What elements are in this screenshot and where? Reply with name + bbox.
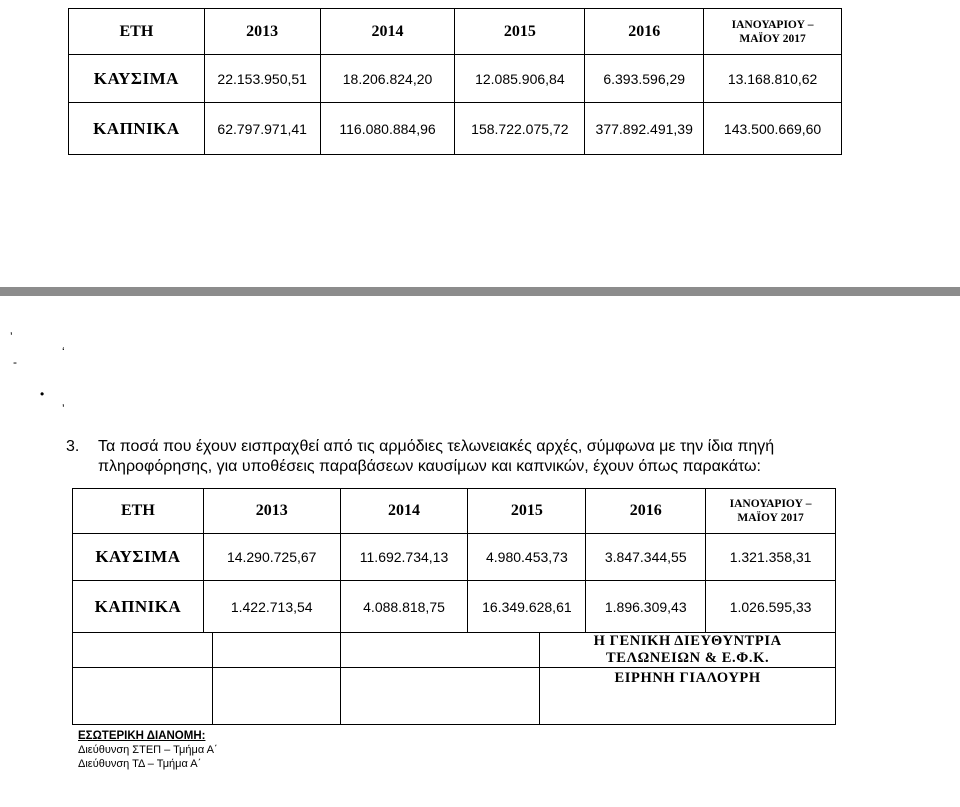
value-cell: 377.892.491,39 bbox=[585, 103, 704, 155]
signature-row bbox=[73, 668, 836, 725]
header-period-line2: ΜΑΪΟΥ 2017 bbox=[739, 32, 806, 45]
distribution-item: Διεύθυνση ΣΤΕΠ – Τμήμα Α΄ bbox=[78, 744, 218, 756]
header-period-line2: ΜΑΪΟΥ 2017 bbox=[737, 512, 804, 524]
fuel-tobacco-table-top bbox=[68, 8, 842, 155]
row-label: ΚΑΥΣΙΜΑ bbox=[73, 534, 204, 581]
table-row bbox=[73, 581, 836, 633]
signature-row bbox=[73, 633, 836, 668]
paragraph-line-1: Τα ποσά που έχουν εισπραχθεί από τις αρμόδιες τελωνειακές αρχές, σύμφωνα με την ίδια πηγή bbox=[98, 438, 775, 455]
page-separator bbox=[0, 287, 960, 296]
header-period-line1: ΙΑΝΟΥΑΡΙΟΥ – bbox=[731, 18, 814, 31]
value-cell: 4.088.818,75 bbox=[340, 581, 468, 633]
row-label: ΚΑΥΣΙΜΑ bbox=[69, 55, 205, 103]
table-header-row bbox=[73, 489, 836, 534]
scan-speck: ʻ bbox=[62, 345, 65, 359]
header-cell: 2013 bbox=[203, 489, 340, 534]
empty-cell bbox=[340, 633, 540, 668]
header-cell: 2014 bbox=[340, 489, 468, 534]
paragraph-line-2: πληροφόρησης, για υποθέσεις παραβάσεων καυσίμων και καπνικών, έχουν όπως παρακάτω: bbox=[98, 458, 761, 475]
table-row bbox=[73, 534, 836, 581]
value-cell: 158.722.075,72 bbox=[455, 103, 585, 155]
header-cell-period bbox=[704, 9, 842, 55]
value-cell: 1.896.309,43 bbox=[586, 581, 706, 633]
value-cell: 1.321.358,31 bbox=[706, 534, 836, 581]
signature-title-line1: Η ΓΕΝΙΚΗ ΔΙΕΥΘΥΝΤΡΙΑ bbox=[593, 633, 782, 649]
value-cell: 16.349.628,61 bbox=[468, 581, 586, 633]
header-cell: 2013 bbox=[204, 9, 320, 55]
header-cell: ΕΤΗ bbox=[73, 489, 204, 534]
value-cell: 6.393.596,29 bbox=[585, 55, 704, 103]
paragraph-number: 3. bbox=[66, 438, 80, 455]
header-cell: 2016 bbox=[586, 489, 706, 534]
value-cell: 22.153.950,51 bbox=[204, 55, 320, 103]
scan-speck: - bbox=[13, 355, 17, 369]
empty-cell bbox=[212, 668, 340, 725]
empty-cell bbox=[340, 668, 540, 725]
header-cell: 2015 bbox=[468, 489, 586, 534]
signature-title-cell bbox=[540, 633, 836, 668]
value-cell: 13.168.810,62 bbox=[704, 55, 842, 103]
header-cell: ΕΤΗ bbox=[69, 9, 205, 55]
header-cell: 2014 bbox=[320, 9, 455, 55]
value-cell: 116.080.884,96 bbox=[320, 103, 455, 155]
empty-cell bbox=[73, 633, 213, 668]
signature-title-line2: ΤΕΛΩΝΕΙΩΝ & Ε.Φ.Κ. bbox=[606, 650, 770, 666]
internal-distribution bbox=[78, 729, 218, 771]
distribution-item: Διεύθυνση ΤΔ – Τμήμα Α΄ bbox=[78, 758, 202, 770]
header-cell: 2016 bbox=[585, 9, 704, 55]
value-cell: 18.206.824,20 bbox=[320, 55, 455, 103]
distribution-title: ΕΣΩΤΕΡΙΚΗ ΔΙΑΝΟΜΗ: bbox=[78, 730, 206, 742]
row-label: ΚΑΠΝΙΚΑ bbox=[73, 581, 204, 633]
scan-speck: ʼ bbox=[10, 330, 13, 344]
table-row bbox=[69, 103, 842, 155]
scan-speck: ʼ bbox=[62, 402, 65, 416]
value-cell: 62.797.971,41 bbox=[204, 103, 320, 155]
row-label: ΚΑΠΝΙΚΑ bbox=[69, 103, 205, 155]
value-cell: 1.026.595,33 bbox=[706, 581, 836, 633]
value-cell: 12.085.906,84 bbox=[455, 55, 585, 103]
value-cell: 14.290.725,67 bbox=[203, 534, 340, 581]
table-header-row bbox=[69, 9, 842, 55]
value-cell: 143.500.669,60 bbox=[704, 103, 842, 155]
value-cell: 4.980.453,73 bbox=[468, 534, 586, 581]
signature-table bbox=[72, 632, 836, 725]
value-cell: 3.847.344,55 bbox=[586, 534, 706, 581]
header-cell-period bbox=[706, 489, 836, 534]
value-cell: 11.692.734,13 bbox=[340, 534, 468, 581]
signature-name-cell: ΕΙΡΗΝΗ ΓΙΑΛΟΥΡΗ bbox=[540, 668, 836, 725]
empty-cell bbox=[212, 633, 340, 668]
header-period-line1: ΙΑΝΟΥΑΡΙΟΥ – bbox=[729, 498, 812, 510]
section-paragraph bbox=[66, 437, 846, 477]
header-cell: 2015 bbox=[455, 9, 585, 55]
value-cell: 1.422.713,54 bbox=[203, 581, 340, 633]
table-row bbox=[69, 55, 842, 103]
scan-speck: • bbox=[40, 387, 45, 401]
empty-cell bbox=[73, 668, 213, 725]
fuel-tobacco-table-bottom bbox=[72, 488, 836, 633]
